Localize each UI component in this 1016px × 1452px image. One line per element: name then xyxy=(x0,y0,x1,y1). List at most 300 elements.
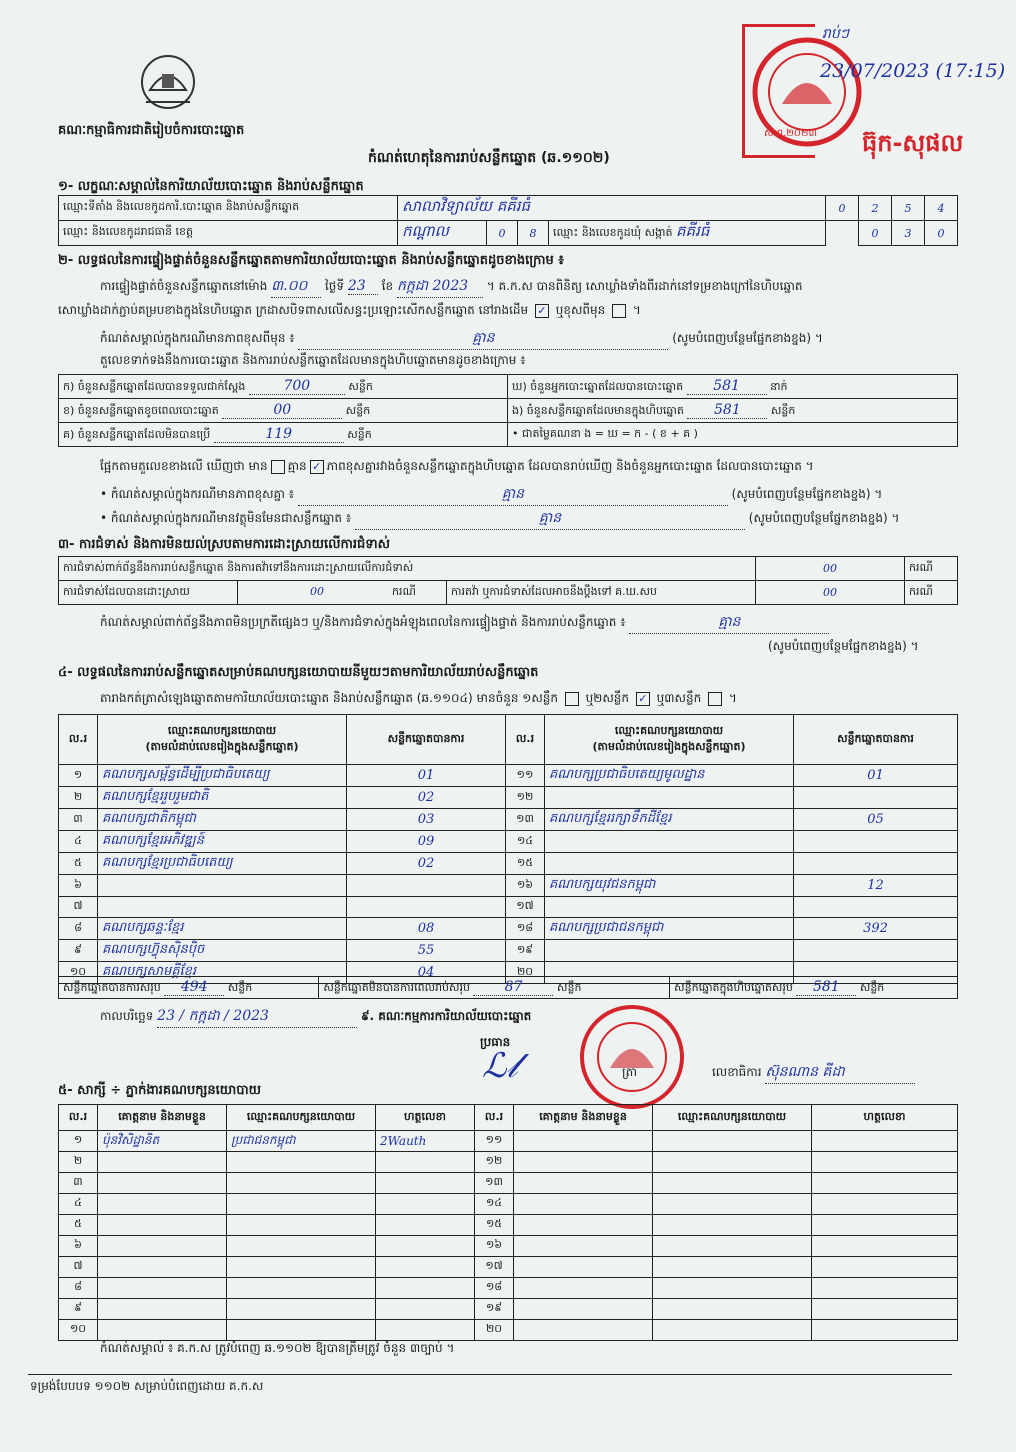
results-left-no: ៥ xyxy=(59,853,98,875)
note1-label: កំណត់សម្គាល់ក្នុងករណីមានភាពខុសពីមុន ៖ xyxy=(100,331,295,345)
results-row xyxy=(59,787,958,809)
commune-code-1: 0 xyxy=(859,221,892,246)
witness-right-party xyxy=(653,1299,812,1320)
witness-col-no-left: ល.រ xyxy=(59,1105,98,1131)
witness-row xyxy=(59,1131,958,1152)
witness-left-no: ៨ xyxy=(59,1278,98,1299)
results-right-no: ១៨ xyxy=(506,918,545,940)
witness-left-name xyxy=(98,1299,227,1320)
footer-divider xyxy=(28,1374,952,1375)
figures-table xyxy=(58,374,958,447)
results-right-votes xyxy=(794,787,958,809)
results-left-party: គណបក្សសាមគ្គីខ្មែរ xyxy=(98,962,347,984)
province-value: កណ្ដាល xyxy=(398,221,487,246)
results-right-votes xyxy=(794,831,958,853)
results-col-votes-left: សន្លឹកឆ្នោតបានការ xyxy=(347,715,506,765)
witness-right-no: ១៦ xyxy=(475,1236,514,1257)
results-left-party: គណបក្សខ្មែរប្រជាធិបតេយ្យ xyxy=(98,853,347,875)
results-left-votes: 02 xyxy=(347,787,506,809)
resolved-value-cell xyxy=(238,581,447,605)
witness-right-sign xyxy=(812,1131,958,1152)
witness-left-no: ២ xyxy=(59,1152,98,1173)
results-left-party: គណបក្សជាតិកម្ពុជា xyxy=(98,809,347,831)
witness-left-name xyxy=(98,1257,227,1278)
results-left-party: គណបក្សខ្មែរអភិវឌ្ឍន៍ xyxy=(98,831,347,853)
witness-right-name xyxy=(514,1215,653,1236)
results-right-party xyxy=(545,897,794,918)
results-col-party-right-sub: (តាមលំដាប់លេខរៀងក្នុងសន្លឹកឆ្នោត) xyxy=(592,739,746,753)
results-right-no: ១២ xyxy=(506,787,545,809)
witness-right-sign xyxy=(812,1152,958,1173)
resolved-value: 00 xyxy=(310,584,324,598)
date-value: 23 / កក្កដា / 2023 xyxy=(157,1006,357,1028)
received-unit: សន្លឹក xyxy=(348,379,373,393)
results-left-votes: 08 xyxy=(347,918,506,940)
results-col-party-left-title: ឈ្មោះគណបក្សនយោបាយ xyxy=(167,723,277,737)
total-invalid-unit: សន្លឹក xyxy=(556,980,582,994)
unused-label: គ) ចំនួនសន្លឹកឆ្នោតដែលមិនបានប្រើ xyxy=(63,427,211,441)
seal-check-text: សោឃ្លាំងដាក់ភ្ជាប់គម្របខាងក្នុងនៃហិបឆ្នោត ក្រដាសបិទពាសលើសន្ធះប្រឡោះសើកសន្លឹកឆ្នោត នៅរាងដើម xyxy=(58,303,529,317)
witness-col-sign-right: ហត្ថលេខា xyxy=(812,1105,958,1131)
witness-right-party xyxy=(653,1278,812,1299)
stamp-initials: រាប់ៗ xyxy=(822,26,850,42)
results-left-no: ២ xyxy=(59,787,98,809)
section2-heading: ២- លទ្ធផលនៃការផ្ទៀងផ្ទាត់ចំនួនសន្លឹកឆ្នោតតាមការិយាល័យបោះឆ្នោត និងរាប់សន្លឹកឆ្នោតដូចខាងក្រោម ៖ xyxy=(58,253,564,268)
witness-right-no: ១១ xyxy=(475,1131,514,1152)
witness-right-party xyxy=(653,1320,812,1341)
total-valid-label: សន្លឹកឆ្នោតបានការសរុប xyxy=(63,980,161,994)
witness-left-name xyxy=(98,1194,227,1215)
footer-note: កំណត់សម្គាល់ ៖ គ.ក.ស ត្រូវបំពេញ ឆ.១១០២ ឱ្យបានត្រឹមត្រូវ ចំនួន ៣ច្បាប់ ។ xyxy=(100,1341,455,1355)
results-right-party xyxy=(545,831,794,853)
witness-left-sign xyxy=(376,1320,475,1341)
objection-label: ការជំទាស់ពាក់ព័ន្ធនឹងការរាប់សន្លឹកឆ្នោត និងការតវ៉ាទៅនឹងការដោះស្រាយលើការជំទាស់ xyxy=(59,557,756,581)
witness-left-name: ប៉ុនវិសិដ្ឋានិត xyxy=(98,1131,227,1152)
location-label: ឈ្មោះទីតាំង និងលេខកូដការិ.បោះឆ្នោត និងរាប់សន្លឹកឆ្នោត xyxy=(59,196,398,221)
seal-ok-checkbox[interactable]: ✓ xyxy=(535,304,549,318)
witness-right-no: ១២ xyxy=(475,1152,514,1173)
witness-right-sign xyxy=(812,1299,958,1320)
results-right-party xyxy=(545,940,794,962)
voters-label: ឃ) ចំនួនអ្នកបោះឆ្នោតដែលបានបោះឆ្នោត xyxy=(512,379,684,393)
received-value: 700 xyxy=(249,378,345,395)
verification-text: ។ គ.ក.ស បានពិនិត្យ សោឃ្លាំងទាំងពីរដាក់នៅទម្រខាងក្រៅនៃហិបឆ្នោត xyxy=(486,279,803,293)
witness-right-no: ១៩ xyxy=(475,1299,514,1320)
commune-code-2: 3 xyxy=(892,221,925,246)
received-label: ក) ចំនួនសន្លឹកឆ្នោតដែលបានទទួលជាក់ស្ដែង xyxy=(63,379,246,393)
witness-col-sign-left: ហត្ថលេខា xyxy=(376,1105,475,1131)
witness-row xyxy=(59,1299,958,1320)
results-right-no: ១៧ xyxy=(506,897,545,918)
section3-table xyxy=(58,556,958,605)
note2-line xyxy=(100,484,882,506)
received-row xyxy=(59,375,508,399)
witness-left-no: ៦ xyxy=(59,1236,98,1257)
results-table xyxy=(58,714,958,984)
witness-left-name xyxy=(98,1152,227,1173)
results-right-party: គណបក្សយុវជនកម្ពុជា xyxy=(545,875,794,897)
spoiled-value: 00 xyxy=(222,402,342,419)
witness-left-party xyxy=(227,1278,376,1299)
resolved-label: ការជំទាស់ដែលបានដោះស្រាយ xyxy=(59,581,238,605)
total-box-unit: សន្លឹក xyxy=(859,980,885,994)
unused-unit: សន្លឹក xyxy=(347,427,372,441)
witness-row xyxy=(59,1320,958,1341)
results-right-votes: 392 xyxy=(794,918,958,940)
witness-left-party: ប្រជាជនកម្ពុជា xyxy=(227,1131,376,1152)
results-left-no: ១ xyxy=(59,765,98,787)
witness-right-no: ១៧ xyxy=(475,1257,514,1278)
results-right-votes: 05 xyxy=(794,809,958,831)
results-left-votes: 04 xyxy=(347,962,506,984)
witness-right-no: ២០ xyxy=(475,1320,514,1341)
unused-value: 119 xyxy=(214,426,344,443)
seal-label: ត្រា xyxy=(622,1065,637,1079)
verification-line-1 xyxy=(100,276,803,298)
total-valid-value: 494 xyxy=(164,979,224,996)
spoiled-unit: សន្លឹក xyxy=(345,403,371,417)
witness-col-name-right: គោត្តនាម និងនាមខ្លួន xyxy=(514,1105,653,1131)
witness-body xyxy=(59,1131,958,1341)
results-row xyxy=(59,940,958,962)
committee-label: ៩. គណៈកម្មការការិយាល័យបោះឆ្នោត xyxy=(360,1009,532,1023)
witness-left-sign xyxy=(376,1278,475,1299)
results-row xyxy=(59,831,958,853)
results-right-no: ២០ xyxy=(506,962,545,984)
witness-left-party xyxy=(227,1299,376,1320)
witness-right-name xyxy=(514,1194,653,1215)
figures-intro: តួលេខទាក់ទងនឹងការបោះឆ្នោត និងការរាប់សន្លឹកឆ្នោតដែលមានក្នុងហិបឆ្នោតមានដូចខាងក្រោម ៖ xyxy=(100,353,526,367)
spoiled-row xyxy=(59,399,508,423)
witness-right-name xyxy=(514,1173,653,1194)
results-col-party-left xyxy=(98,715,347,765)
chair-label: ប្រធាន xyxy=(480,1035,511,1049)
results-left-votes: 55 xyxy=(347,940,506,962)
tally-sheets-text: តារាងកត់ត្រាសំឡេងឆ្នោតតាមការិយាល័យបោះឆ្នោត និងរាប់សន្លឹកឆ្នោត (ឆ.១១០៤) មានចំនួន ១សន្លឹក xyxy=(100,691,558,705)
results-right-votes: 01 xyxy=(794,765,958,787)
results-left-votes xyxy=(347,897,506,918)
witness-left-no: ៧ xyxy=(59,1257,98,1278)
province-code-2: 8 xyxy=(518,221,549,246)
witness-left-no: ១ xyxy=(59,1131,98,1152)
witness-right-party xyxy=(653,1257,812,1278)
results-left-no: ៨ xyxy=(59,918,98,940)
results-left-party: គណបក្សសម្ព័ន្ធដើម្បីប្រជាធិបតេយ្យ xyxy=(98,765,347,787)
witness-right-name xyxy=(514,1320,653,1341)
inbox-label: ង) ចំនួនសន្លឹកឆ្នោតដែលមានក្នុងហិបឆ្នោត xyxy=(512,403,684,417)
total-box-label: សន្លឹកឆ្នោតក្នុងហិបឆ្នោតសរុប xyxy=(674,980,793,994)
total-valid-cell xyxy=(59,977,319,999)
verification-month-label: ខែ xyxy=(381,279,394,293)
witness-right-name xyxy=(514,1278,653,1299)
verification-time-label: ការផ្ទៀងផ្ទាត់ចំនួនសន្លឹកឆ្នោតនៅម៉ោង xyxy=(100,279,268,293)
witness-col-name-left: គោត្តនាម និងនាមខ្លួន xyxy=(98,1105,227,1131)
note2-value: គ្មាន xyxy=(298,484,728,506)
commune-label-and-value xyxy=(549,221,826,246)
witness-right-name xyxy=(514,1299,653,1320)
footer-text: ទម្រង់បែបបទ ១១០២ សម្រាប់បំពេញដោយ គ.ក.ស xyxy=(30,1379,264,1393)
witness-left-name xyxy=(98,1215,227,1236)
inbox-value: 581 xyxy=(687,402,767,419)
results-left-votes: 02 xyxy=(347,853,506,875)
discrepancy-line xyxy=(100,458,814,476)
section5-heading: ៥- សាក្សី ÷ ភ្នាក់ងារគណបក្សនយោបាយ xyxy=(58,1083,261,1098)
section4-heading: ៤- លទ្ធផលនៃការរាប់សន្លឹកឆ្នោតសម្រាប់គណបក្សនយោបាយនីមួយៗតាមការិយាល័យរាប់សន្លឹកឆ្នោត xyxy=(58,665,539,680)
witness-right-sign xyxy=(812,1257,958,1278)
form-title: កំណត់ហេតុនៃការរាប់សន្លឹកឆ្នោត (ឆ.១១០២) xyxy=(368,150,610,166)
objection-value: 00 xyxy=(756,557,905,581)
totals-table xyxy=(58,976,958,999)
verification-day: 23 xyxy=(348,278,378,295)
witness-row xyxy=(59,1173,958,1194)
discrepancy-text-c: ភាពខុសគ្នារវាងចំនួនសន្លឹកឆ្នោតក្នុងហិបឆ្នោត ដែលបានរាប់ឃើញ និងចំនួនអ្នកបោះឆ្នោត ដែលបានបោះឆ្នោត ។ xyxy=(326,459,814,473)
note3-value: គ្មាន xyxy=(355,508,745,530)
results-col-votes-right: សន្លឹកឆ្នោតបានការ xyxy=(794,715,958,765)
appeal-label: ការតវ៉ា ឬការជំទាស់ដែលអាចនឹងប្ដឹងទៅ គ.ឃ.សប xyxy=(447,581,756,605)
secretary-value: ស៊ុនណាន គីដា xyxy=(765,1062,915,1084)
note1-value: គ្មាន xyxy=(298,328,668,350)
committee-seal-icon xyxy=(568,1002,696,1112)
results-right-party: គណបក្សប្រជាជនកម្ពុជា xyxy=(545,918,794,940)
verification-day-label: ថ្ងៃទី xyxy=(325,279,345,293)
total-invalid-cell xyxy=(319,977,670,999)
witness-right-sign xyxy=(812,1236,958,1257)
witness-right-name xyxy=(514,1152,653,1173)
witness-left-party xyxy=(227,1236,376,1257)
date-line xyxy=(100,1006,531,1028)
results-left-party: គណបក្សខ្មែររួបរួមជាតិ xyxy=(98,787,347,809)
results-right-party xyxy=(545,853,794,875)
appeal-unit: ករណី xyxy=(905,581,958,605)
location-code-2: 2 xyxy=(859,196,892,221)
results-left-party: គណបក្សឆន្ទៈខ្មែរ xyxy=(98,918,347,940)
s3-note-line xyxy=(100,612,829,634)
seal-changed-checkbox[interactable] xyxy=(612,304,626,318)
province-label: ឈ្មោះ និងលេខកូដរាជធានី ខេត្ត xyxy=(59,221,398,246)
results-row xyxy=(59,897,958,918)
note2-label: • កំណត់សម្គាល់ក្នុងករណីមានភាពខុសគ្នា ៖ xyxy=(100,487,295,501)
witness-left-party xyxy=(227,1194,376,1215)
commune-label: ឈ្មោះ និងលេខកូដឃុំ សង្កាត់ xyxy=(553,226,673,239)
province-code-1: 0 xyxy=(487,221,518,246)
witness-left-sign xyxy=(376,1152,475,1173)
results-col-no-left: ល.រ xyxy=(59,715,98,765)
stamp-text: ស.ព.២០២៣ xyxy=(764,128,817,139)
results-right-party: គណបក្សខ្មែររក្សាទឹកដីខ្មែរ xyxy=(545,809,794,831)
note1-hint: (សូមបំពេញបន្ថែមផ្នែកខាងខ្នង) ។ xyxy=(672,331,823,345)
results-left-no: ៣ xyxy=(59,809,98,831)
witness-left-party xyxy=(227,1173,376,1194)
results-body xyxy=(59,765,958,984)
inbox-unit: សន្លឹក xyxy=(770,403,796,417)
results-left-party xyxy=(98,875,347,897)
witness-right-party xyxy=(653,1194,812,1215)
witness-left-party xyxy=(227,1215,376,1236)
results-left-votes: 09 xyxy=(347,831,506,853)
results-row xyxy=(59,809,958,831)
witness-left-name xyxy=(98,1173,227,1194)
results-right-votes xyxy=(794,940,958,962)
results-col-party-left-sub: (តាមលំដាប់លេខរៀងក្នុងសន្លឹកឆ្នោត) xyxy=(145,739,299,753)
witness-right-sign xyxy=(812,1215,958,1236)
seal-changed-label: ឬខុសពីមុន xyxy=(555,303,606,317)
commune-spacer xyxy=(826,221,859,246)
witness-table xyxy=(58,1104,958,1341)
location-code-4: 4 xyxy=(925,196,958,221)
section1-table xyxy=(58,195,958,246)
verification-time: ៣.០០ xyxy=(271,276,321,298)
results-row xyxy=(59,875,958,897)
witness-right-party xyxy=(653,1236,812,1257)
brand-stamp: ធ៊ុក-សុផល xyxy=(862,129,964,157)
results-row xyxy=(59,765,958,787)
witness-row xyxy=(59,1236,958,1257)
witness-left-no: ៤ xyxy=(59,1194,98,1215)
discrepancy-none-checkbox[interactable]: ✓ xyxy=(310,460,324,474)
witness-left-party xyxy=(227,1320,376,1341)
secretary-label: លេខាធិការ xyxy=(712,1065,762,1079)
unused-row xyxy=(59,423,508,447)
results-left-party xyxy=(98,897,347,918)
witness-right-sign xyxy=(812,1320,958,1341)
results-left-party: គណបក្សហ៊្វុនស៊ិនប៉ិច xyxy=(98,940,347,962)
tally-3-label: ឬ៣សន្លឹក xyxy=(656,691,702,705)
results-right-no: ១១ xyxy=(506,765,545,787)
witness-right-sign xyxy=(812,1173,958,1194)
results-left-no: ៧ xyxy=(59,897,98,918)
spoiled-label: ខ) ចំនួនសន្លឹកឆ្នោតខូចពេលបោះឆ្នោត xyxy=(63,403,219,417)
results-col-party-right-title: ឈ្មោះគណបក្សនយោបាយ xyxy=(614,723,724,737)
note3-hint: (សូមបំពេញបន្ថែមផ្នែកខាងខ្នង) ។ xyxy=(748,511,900,525)
tally-2-checkbox[interactable]: ✓ xyxy=(636,692,650,706)
results-left-no: ៩ xyxy=(59,940,98,962)
s3-note-hint: (សូមបំពេញបន្ថែមផ្នែកខាងខ្នង) ។ xyxy=(768,639,919,653)
results-right-no: ១៩ xyxy=(506,940,545,962)
witness-col-party-left: ឈ្មោះគណបក្សនយោបាយ xyxy=(227,1105,376,1131)
witness-row xyxy=(59,1278,958,1299)
witness-right-no: ១៨ xyxy=(475,1278,514,1299)
witness-left-sign xyxy=(376,1215,475,1236)
witness-row xyxy=(59,1215,958,1236)
witness-right-party xyxy=(653,1131,812,1152)
results-left-no: ១០ xyxy=(59,962,98,984)
witness-right-name xyxy=(514,1131,653,1152)
witness-right-party xyxy=(653,1215,812,1236)
witness-right-party xyxy=(653,1152,812,1173)
appeal-value: 00 xyxy=(756,581,905,605)
results-col-party-right xyxy=(545,715,794,765)
witness-left-sign xyxy=(376,1194,475,1215)
total-invalid-label: សន្លឹកឆ្នោតមិនបានការពេលរាប់សរុប xyxy=(323,980,470,994)
results-right-votes xyxy=(794,853,958,875)
witness-right-name xyxy=(514,1236,653,1257)
section1-heading: ១- លក្ខណៈសម្គាល់នៃការិយាល័យបោះឆ្នោត និងរាប់សន្លឹកឆ្នោត xyxy=(58,179,364,194)
nec-logo-icon xyxy=(136,52,200,114)
results-left-votes: 01 xyxy=(347,765,506,787)
total-valid-unit: សន្លឹក xyxy=(227,980,253,994)
discrepancy-none-label: គ្មាន xyxy=(287,459,307,473)
witness-left-no: ១០ xyxy=(59,1320,98,1341)
tally-sheets-line: តារាងកត់ត្រាសំឡេងឆ្នោតតាមការិយាល័យបោះឆ្នោត និងរាប់សន្លឹកឆ្នោត (ឆ.១១០៤) មានចំនួន ១សន្លឹក ឬ២សន្លឹក ✓ ឬ៣សន្លឹក ។ xyxy=(100,691,737,705)
results-left-no: ៦ xyxy=(59,875,98,897)
witness-left-name xyxy=(98,1236,227,1257)
witness-left-name xyxy=(98,1320,227,1341)
witness-right-sign xyxy=(812,1278,958,1299)
witness-left-name xyxy=(98,1278,227,1299)
tally-1-checkbox[interactable] xyxy=(565,692,579,706)
witness-left-sign xyxy=(376,1236,475,1257)
commune-code-3: 0 xyxy=(925,221,958,246)
results-right-votes xyxy=(794,897,958,918)
witness-left-no: ៥ xyxy=(59,1215,98,1236)
witness-left-sign xyxy=(376,1299,475,1320)
inbox-row xyxy=(508,399,958,423)
objection-unit: ករណី xyxy=(905,557,958,581)
total-box-value: 581 xyxy=(796,979,856,996)
note1-line xyxy=(100,328,823,350)
commune-value: គគីរធំ xyxy=(676,222,710,240)
witness-right-sign xyxy=(812,1194,958,1215)
date-label: កាលបរិច្ឆេទ xyxy=(100,1009,154,1023)
voters-unit: នាក់ xyxy=(770,379,788,393)
results-right-party: គណបក្សប្រជាធិបតេយ្យមូលដ្ឋាន xyxy=(545,765,794,787)
discrepancy-yes-checkbox[interactable] xyxy=(271,460,285,474)
witness-right-no: ១៤ xyxy=(475,1194,514,1215)
results-right-votes: 12 xyxy=(794,875,958,897)
note3-label: • កំណត់សម្គាល់ក្នុងករណីមានវត្ថុមិនមែនជាសន្លឹកឆ្នោត ៖ xyxy=(100,511,352,525)
tally-3-checkbox[interactable] xyxy=(708,692,722,706)
witness-row xyxy=(59,1152,958,1173)
witness-right-no: ១៣ xyxy=(475,1173,514,1194)
witness-row xyxy=(59,1194,958,1215)
tally-2-label: ឬ២សន្លឹក xyxy=(585,691,630,705)
results-left-no: ៤ xyxy=(59,831,98,853)
witness-col-party-right: ឈ្មោះគណបក្សនយោបាយ xyxy=(653,1105,812,1131)
resolved-unit: ករណី xyxy=(392,584,416,598)
secretary-line xyxy=(712,1062,915,1084)
witness-left-party xyxy=(227,1152,376,1173)
results-left-votes xyxy=(347,875,506,897)
total-invalid-value: 87 xyxy=(473,979,553,996)
location-value: សាលាវិទ្យាល័យ គគីរធំ xyxy=(398,196,826,221)
note2-hint: (សូមបំពេញបន្ថែមផ្នែកខាងខ្នង) ។ xyxy=(731,487,883,501)
section3-heading: ៣- ការជំទាស់ និងការមិនយល់ស្របតាមការដោះស្រាយលើការជំទាស់ xyxy=(58,537,390,552)
s3-note-label: កំណត់សម្គាល់ពាក់ព័ន្ធនឹងភាពមិនប្រក្រតីផ្សេងៗ ឬ/និងការជំទាស់ក្នុងអំឡុងពេលនៃការផ្ទៀងផ្ទាត់ និងការរាប់សន្លឹកឆ្នោត ៖ xyxy=(100,615,626,629)
location-code-3: 5 xyxy=(892,196,925,221)
formula: • ជាតម្លៃគណនា ង = ឃ = ក - ( ខ + គ ) xyxy=(508,423,958,447)
stamp-date: 23/07/2023 (17:15) xyxy=(820,60,1006,82)
witness-left-sign xyxy=(376,1173,475,1194)
verification-month: កក្កដា 2023 xyxy=(397,276,483,298)
witness-row xyxy=(59,1257,958,1278)
total-box-cell xyxy=(670,977,958,999)
note3-line xyxy=(100,508,899,530)
voters-value: 581 xyxy=(687,378,767,395)
chair-signature: ℒ𝓁 xyxy=(482,1046,518,1086)
voters-row xyxy=(508,375,958,399)
witness-right-no: ១៥ xyxy=(475,1215,514,1236)
results-col-no-right: ល.រ xyxy=(506,715,545,765)
results-row xyxy=(59,918,958,940)
location-code-1: 0 xyxy=(826,196,859,221)
verification-line-2: សោឃ្លាំងដាក់ភ្ជាប់គម្របខាងក្នុងនៃហិបឆ្នោត ក្រដាសបិទពាសលើសន្ធះប្រឡោះសើកសន្លឹកឆ្នោត នៅរាងដើម ✓ ឬខុសពីមុន ។ xyxy=(58,303,641,317)
witness-right-party xyxy=(653,1173,812,1194)
results-row xyxy=(59,853,958,875)
results-right-no: ១៤ xyxy=(506,831,545,853)
org-name: គណៈកម្មាធិការជាតិរៀបចំការបោះឆ្នោត xyxy=(58,123,245,138)
witness-col-no-right: ល.រ xyxy=(475,1105,514,1131)
witness-right-name xyxy=(514,1257,653,1278)
